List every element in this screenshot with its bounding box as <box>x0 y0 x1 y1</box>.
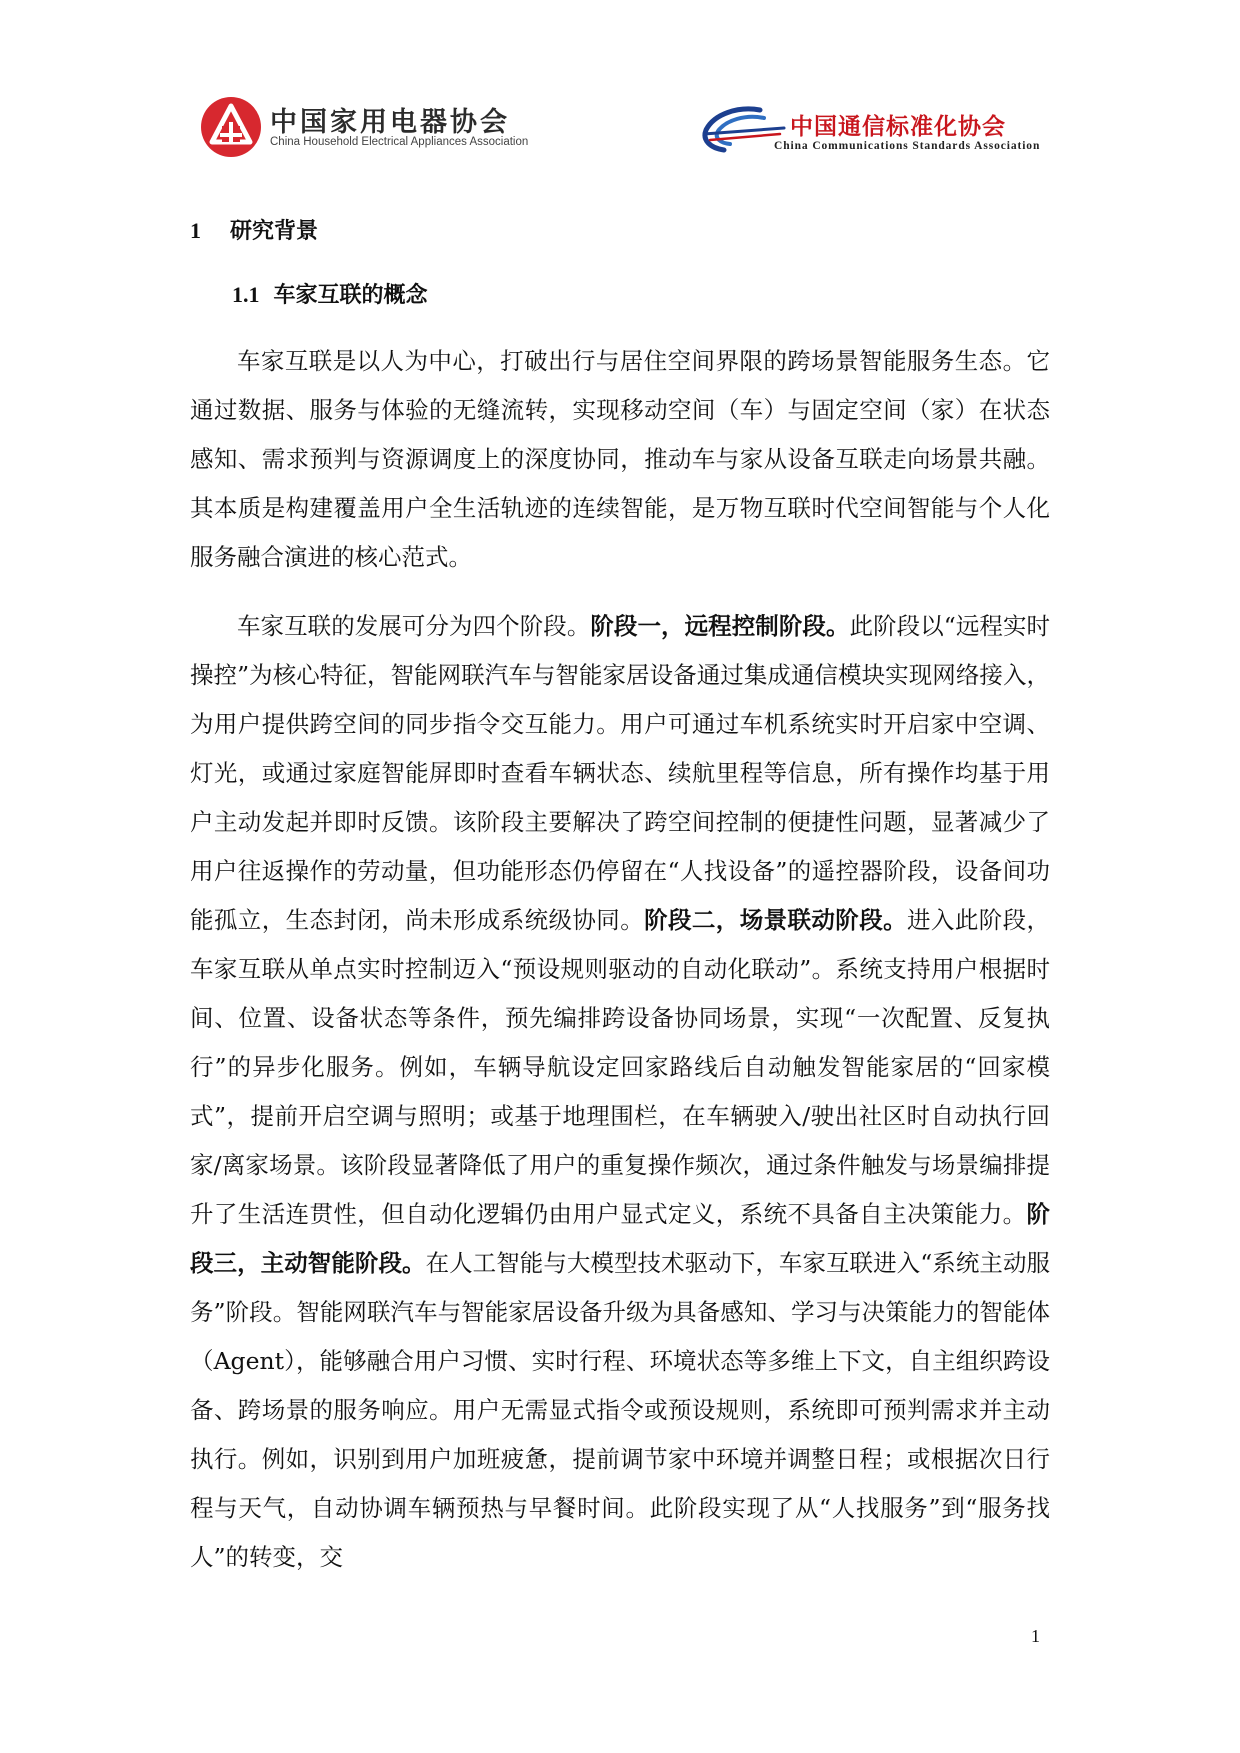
stage-one-text: 此阶段以“远程实时操控”为核心特征，智能网联汽车与智能家居设备通过集成通信模块实现网络接入，为用户提供跨空间的同步指令交互能力。用户可通过车机系统实时开启家中空调、灯光，或通过家庭智能屏即时查看车辆状态、续航里程等信息，所有操作均基于用户主动发起并即时反馈。该阶段主要解决了跨空间控制的便捷性问题，显著减少了用户往返操作的劳动量，但功能形态仍停留在“人找设备”的遥控器阶段，设备间功能孤立，生态封闭，尚未形成系统级协同。 <box>190 612 1051 934</box>
page-header <box>0 0 1240 170</box>
document-body <box>190 215 1050 1582</box>
stage-two-text: 进入此阶段，车家互联从单点实时控制迈入“预设规则驱动的自动化联动”。系统支持用户根据时间、位置、设备状态等条件，预先编排跨设备协同场景，实现“一次配置、反复执行”的异步化服务。例如，车辆导航设定回家路线后自动触发智能家居的“回家模式”，提前开启空调与照明；或基于地理围栏，在车辆驶入/驶出社区时自动执行回家/离家场景。该阶段显著降低了用户的重复操作频次，通过条件触发与场景编排提升了生活连贯性，但自动化逻辑仍由用户显式定义，系统不具备自主决策能力。 <box>190 906 1051 1228</box>
ccsa-logo <box>700 104 1060 164</box>
stage-three-text: 在人工智能与大模型技术驱动下，车家互联进入“系统主动服务”阶段。智能网联汽车与智能家居设备升级为具备感知、学习与决策能力的智能体（Agent），能够融合用户习惯、实时行程、环境状态等多维上下文，自主组织跨设备、跨场景的服务响应。用户无需显式指令或预设规则，系统即可预判需求并主动执行。例如，识别到用户加班疲惫，提前调节家中环境并调整日程；或根据次日行程与天气，自动协调车辆预热与早餐时间。此阶段实现了从“人找服务”到“服务找人”的转变，交 <box>190 1249 1051 1571</box>
stages-intro: 车家互联的发展可分为四个阶段。 <box>237 612 591 640</box>
stage-three-heading: 阶段三，主动智能阶段。 <box>190 1200 1050 1277</box>
ccsa-name-cn: 中国通信标准化协会 <box>790 114 1006 140</box>
cheaa-name-cn: 中国家用电器协会 <box>270 107 510 138</box>
section-title: 研究背景 <box>230 219 319 244</box>
paragraph-stages <box>190 602 1050 1582</box>
subsection-title: 车家互联的概念 <box>273 283 428 308</box>
page-number: 1 <box>1031 1626 1040 1646</box>
cheaa-emblem-icon <box>200 96 262 158</box>
cheaa-name-en: China Household Electrical Appliances Association <box>270 136 529 148</box>
subsection-heading <box>232 279 1050 311</box>
paragraph-concept: 车家互联是以人为中心，打破出行与居住空间界限的跨场景智能服务生态。它通过数据、服务与体验的无缝流转，实现移动空间（车）与固定空间（家）在状态感知、需求预判与资源调度上的深度协同，推动车与家从设备互联走向场景共融。其本质是构建覆盖用户全生活轨迹的连续智能，是万物互联时代空间智能与个人化服务融合演进的核心范式。 <box>190 347 1050 571</box>
stage-one-heading: 阶段一，远程控制阶段。 <box>590 612 850 640</box>
subsection-number: 1.1 <box>232 282 260 307</box>
section-heading <box>190 215 1050 247</box>
cheaa-logo <box>200 96 529 166</box>
ccsa-name-en: China Communications Standards Association <box>774 140 1041 152</box>
section-number: 1 <box>190 218 201 243</box>
stage-two-heading: 阶段二，场景联动阶段。 <box>644 906 908 934</box>
